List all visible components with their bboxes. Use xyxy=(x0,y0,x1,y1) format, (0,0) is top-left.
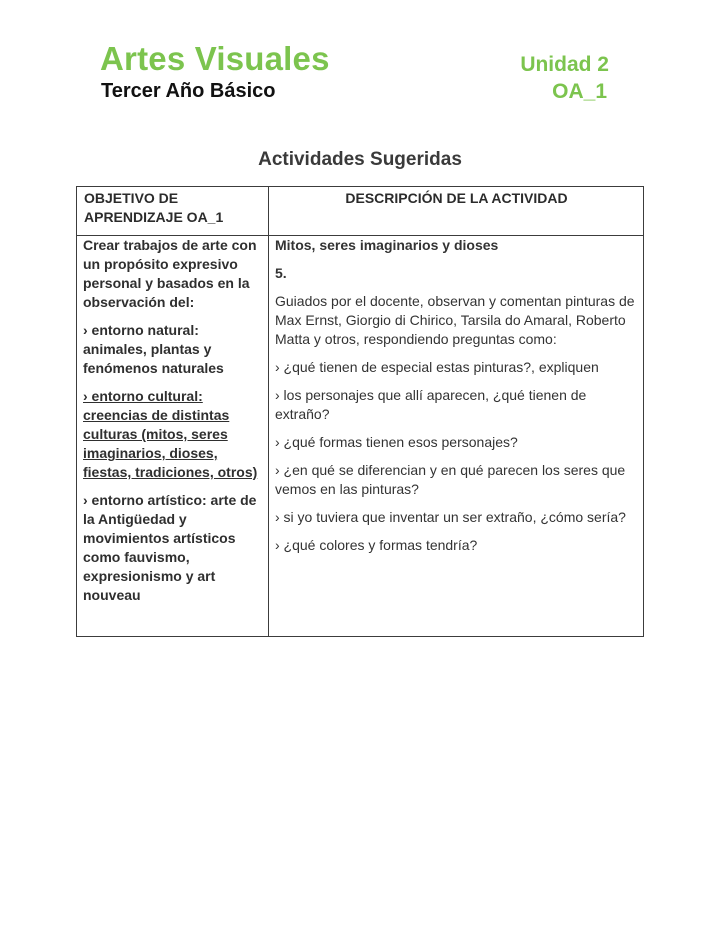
activity-cell xyxy=(269,236,644,637)
objective-header: OBJETIVO DE APRENDIZAJE OA_1 xyxy=(77,187,269,236)
objective-intro: Crear trabajos de arte con un propósito expresivo personal y basados en la observación del: xyxy=(83,237,257,310)
grade-subtitle: Tercer Año Básico xyxy=(101,80,276,102)
objective-item-artistic: › entorno artístico: arte de la Antigüedad y movimientos artísticos como fauvismo, expresionismo y art nouveau xyxy=(83,492,257,603)
subject-title: Artes Visuales xyxy=(100,40,330,77)
objective-code: OA_1 xyxy=(552,80,607,103)
activity-number: 5. xyxy=(275,265,287,281)
description-header: DESCRIPCIÓN DE LA ACTIVIDAD xyxy=(269,187,644,236)
objective-item-cultural: › entorno cultural: creencias de distintas culturas (mitos, seres imaginarios, dioses, fiestas, tradiciones, otros) xyxy=(83,388,258,480)
table-header-row xyxy=(77,187,644,236)
activities-table xyxy=(76,186,644,637)
activity-intro: Guiados por el docente, observan y comentan pinturas de Max Ernst, Giorgio di Chirico, Tarsila do Amaral, Roberto Matta y otros, respondiendo preguntas como: xyxy=(275,293,635,347)
activity-question: › ¿qué tienen de especial estas pinturas?, expliquen xyxy=(275,359,599,375)
activity-question: › ¿qué colores y formas tendría? xyxy=(275,537,478,553)
activity-question: › los personajes que allí aparecen, ¿qué tienen de extraño? xyxy=(275,387,587,422)
activity-title: Mitos, seres imaginarios y dioses xyxy=(275,237,499,253)
table-row xyxy=(77,236,644,637)
objective-item-natural: › entorno natural: animales, plantas y fenómenos naturales xyxy=(83,322,224,376)
section-title: Actividades Sugeridas xyxy=(258,149,462,170)
activity-question: › si yo tuviera que inventar un ser extraño, ¿cómo sería? xyxy=(275,509,626,525)
activity-question: › ¿en qué se diferencian y en qué parecen los seres que vemos en las pinturas? xyxy=(275,462,626,497)
activity-question: › ¿qué formas tienen esos personajes? xyxy=(275,434,518,450)
objective-cell xyxy=(77,236,269,637)
unit-label: Unidad 2 xyxy=(520,53,609,76)
